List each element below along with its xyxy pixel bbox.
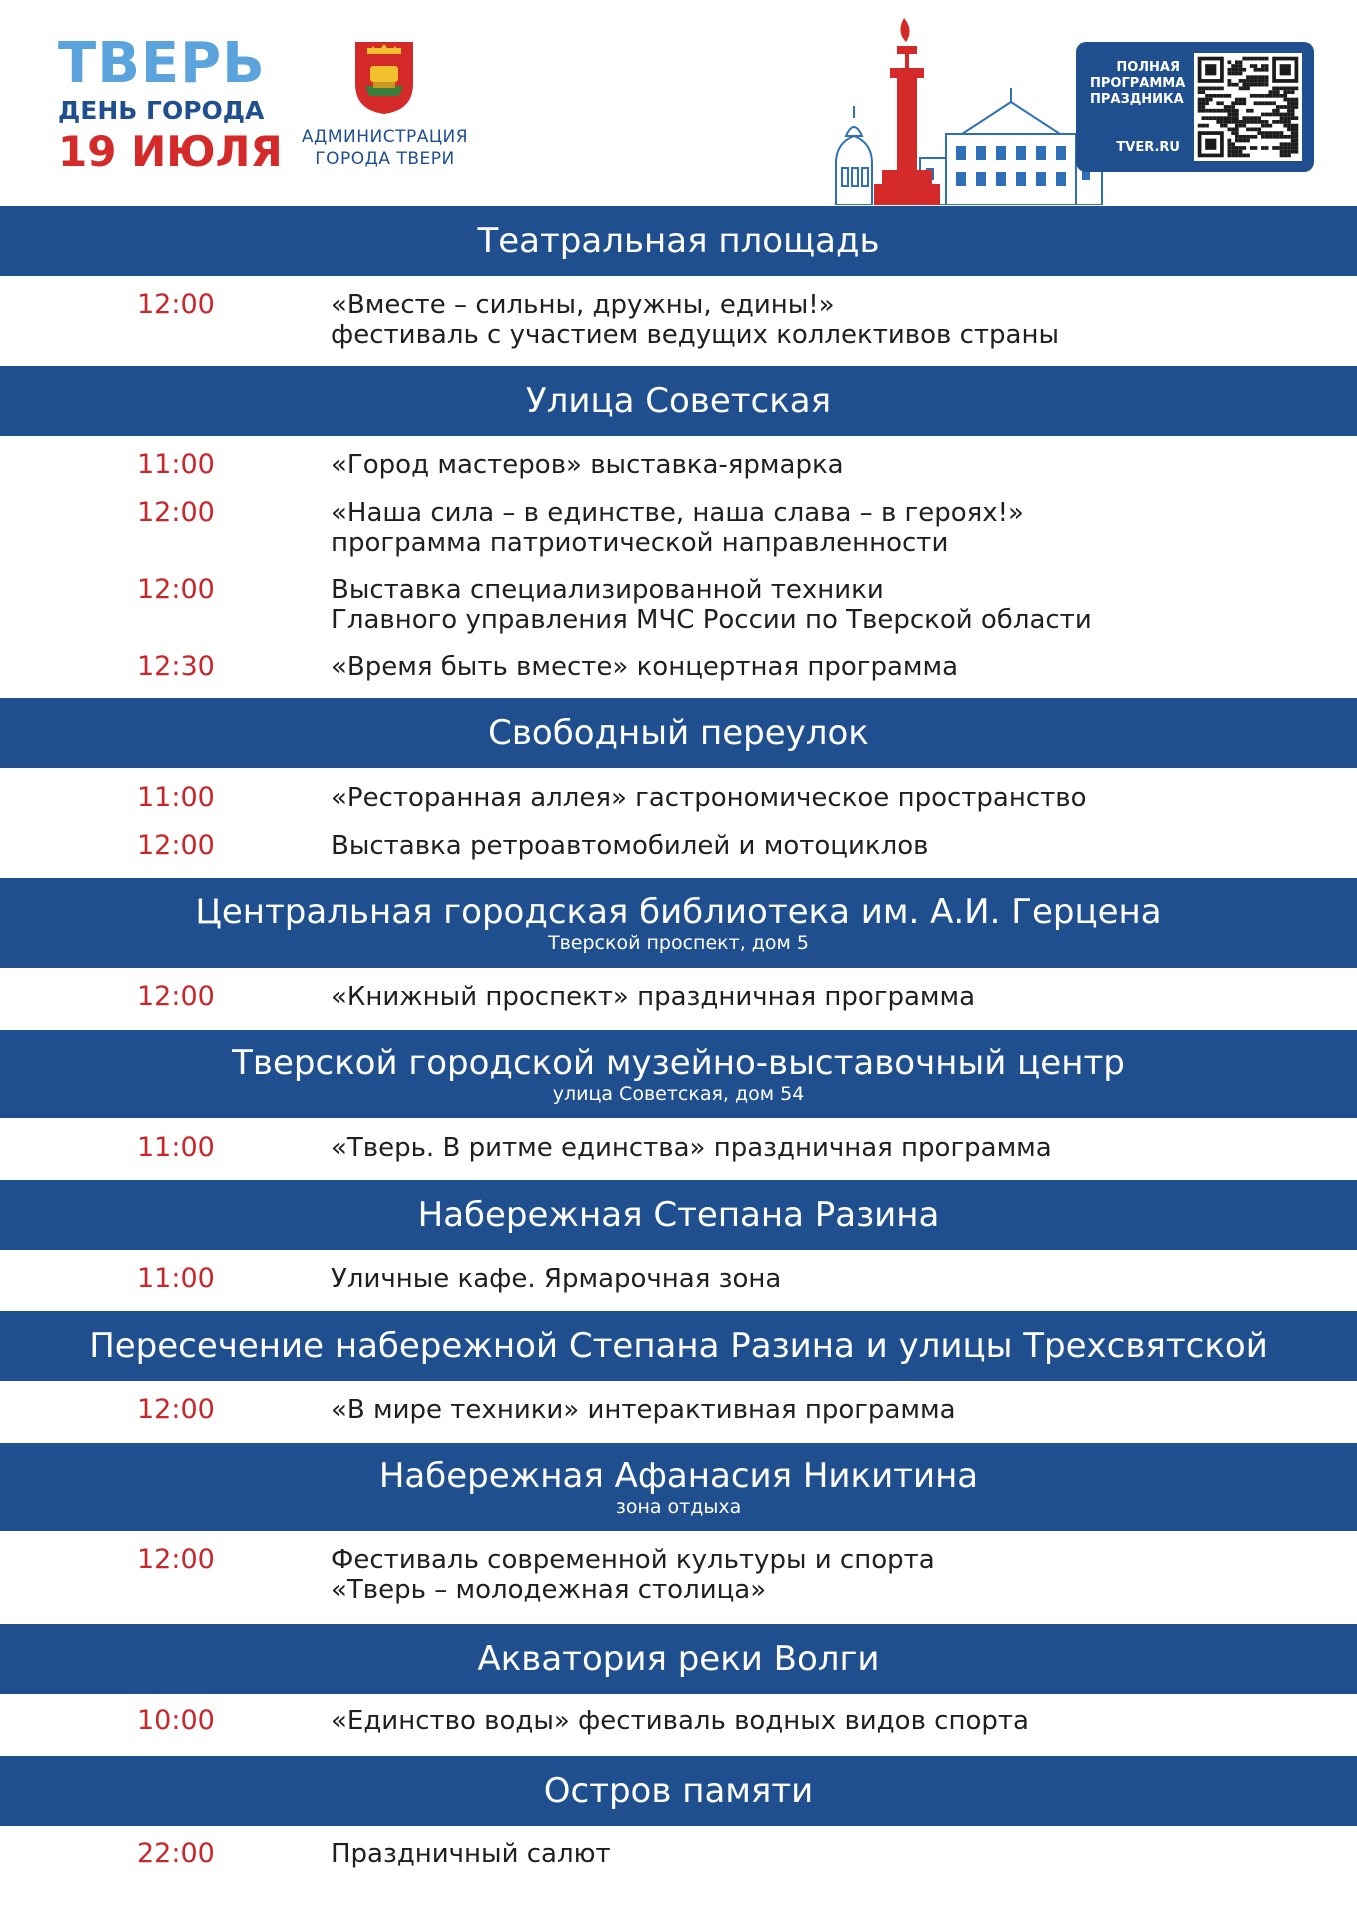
event-description: Уличные кафе. Ярмарочная зона (331, 1264, 782, 1294)
section-header (0, 206, 1357, 276)
administration-label (285, 126, 485, 170)
day-label: ДЕНЬ ГОРОДА (58, 96, 265, 125)
section-header (0, 1756, 1357, 1826)
event-time: 12:00 (137, 830, 215, 861)
qr-label: ПОЛНАЯ ПРОГРАММА ПРАЗДНИКА (1090, 60, 1186, 107)
event-description: «Тверь. В ритме единства» праздничная программа (331, 1133, 1052, 1163)
section-title: Пересечение набережной Степана Разина и улицы Трехсвятской (89, 1326, 1268, 1366)
section-header (0, 1311, 1357, 1381)
section-title: Улица Советская (525, 381, 832, 421)
section-header (0, 698, 1357, 768)
section-title: Набережная Степана Разина (417, 1195, 940, 1235)
section-title: Свободный переулок (488, 713, 869, 753)
event-time: 11:00 (137, 1132, 215, 1163)
festival-date: 19 ИЮЛЯ (58, 127, 283, 176)
event-time: 12:00 (137, 289, 215, 320)
section-title: Тверской городской музейно-выставочный центр (232, 1043, 1125, 1083)
qr-website: TVER.RU (1116, 140, 1180, 155)
city-skyline-icon (824, 18, 1104, 205)
section-title: Набережная Афанасия Никитина (378, 1456, 979, 1496)
event-description: «Время быть вместе» концертная программа (331, 652, 959, 682)
section-title: Акватория реки Волги (477, 1639, 880, 1679)
section-header (0, 1030, 1357, 1118)
event-time: 12:00 (137, 981, 215, 1012)
festival-brand (58, 31, 283, 176)
event-time: 12:30 (137, 651, 215, 682)
event-time: 12:00 (137, 1394, 215, 1425)
event-time: 12:00 (137, 574, 215, 605)
section-header (0, 1180, 1357, 1250)
event-description: Фестиваль современной культуры и спорта «Тверь – молодежная столица» (331, 1545, 935, 1605)
event-description: «В мире техники» интерактивная программа (331, 1395, 956, 1425)
section-header (0, 1443, 1357, 1531)
event-time: 10:00 (137, 1705, 215, 1736)
event-time: 12:00 (137, 497, 215, 528)
section-title: Остров памяти (543, 1771, 814, 1811)
admin-line-1: АДМИНИСТРАЦИЯ (301, 127, 469, 147)
event-description: Выставка ретроавтомобилей и мотоциклов (331, 831, 929, 861)
section-title: Центральная городская библиотека им. А.И. Герцена (195, 892, 1162, 932)
event-description: Праздничный салют (331, 1839, 611, 1869)
event-description: «Город мастеров» выставка-ярмарка (331, 450, 844, 480)
event-time: 22:00 (137, 1838, 215, 1869)
section-address: Тверской проспект, дом 5 (548, 932, 809, 954)
event-description: Выставка специализированной техники Главного управления МЧС России по Тверской области (331, 575, 1092, 635)
city-name: ТВЕРЬ (58, 31, 266, 96)
event-time: 12:00 (137, 1544, 215, 1575)
admin-line-2: ГОРОДА ТВЕРИ (315, 149, 455, 169)
event-time: 11:00 (137, 1263, 215, 1294)
page-header (0, 0, 1357, 205)
coat-of-arms-icon (353, 40, 415, 116)
section-address: зона отдыха (615, 1496, 742, 1518)
qr-code-icon[interactable] (1194, 53, 1302, 161)
section-header (0, 366, 1357, 436)
section-header (0, 1624, 1357, 1694)
event-description: «Ресторанная аллея» гастрономическое пространство (331, 783, 1087, 813)
section-header (0, 878, 1357, 968)
event-description: «Вместе – сильны, дружны, едины!» фестиваль с участием ведущих коллективов страны (331, 290, 1060, 350)
event-description: «Наша сила – в единстве, наша слава – в героях!» программа патриотической направленности (331, 498, 1024, 558)
section-title: Театральная площадь (477, 221, 880, 261)
section-address: улица Советская, дом 54 (552, 1083, 805, 1105)
event-time: 11:00 (137, 449, 215, 480)
full-program-qr-panel[interactable] (1076, 42, 1314, 172)
event-description: «Книжный проспект» праздничная программа (331, 982, 976, 1012)
event-description: «Единство воды» фестиваль водных видов спорта (331, 1706, 1029, 1736)
event-time: 11:00 (137, 782, 215, 813)
